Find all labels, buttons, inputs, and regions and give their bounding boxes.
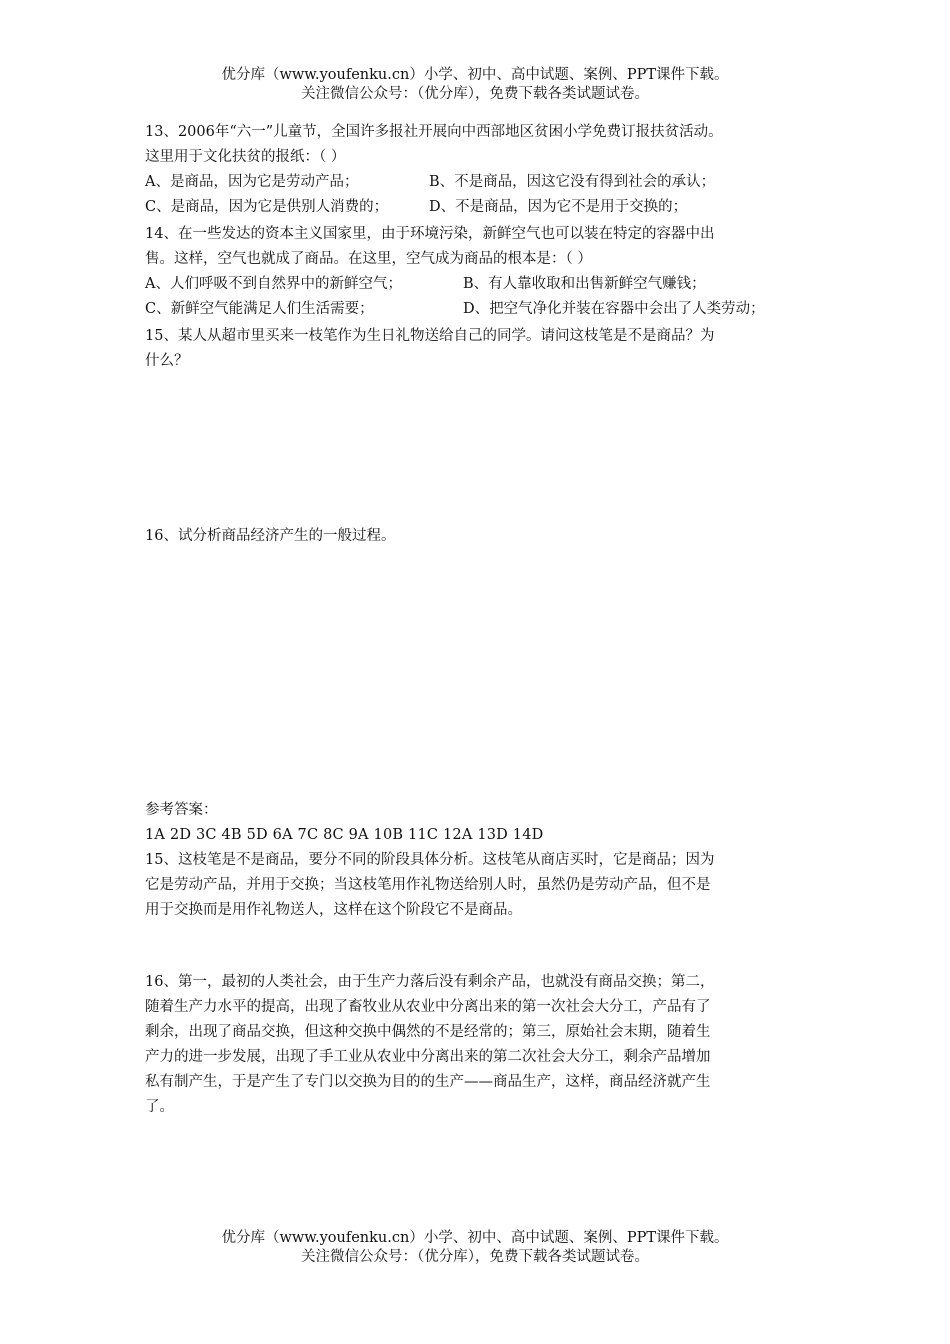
question-15: [145, 324, 815, 374]
question-13-text-2: 这里用于文化扶贫的报纸：（ ）: [145, 149, 346, 165]
question-16-text-1: 16、试分析商品经济产生的一般过程。: [145, 528, 396, 544]
question-13-option-a: A、是商品，因为它是劳动产品；: [145, 174, 359, 190]
answer-key-choices: 1A 2D 3C 4B 5D 6A 7C 8C 9A 10B 11C 12A 13D 14D: [145, 827, 544, 843]
answer-16-line-4: 产力的进一步发展，出现了手工业从农业中分离出来的第二次社会大分工，剩余产品增加: [145, 1049, 711, 1065]
header-line-1: 优分库（www.youfenku.cn）小学、初中、高中试题、案例、PPT课件下载。: [221, 67, 729, 83]
answer-key: [145, 798, 815, 923]
question-15-text-2: 什么？: [145, 353, 189, 369]
answer-16: [145, 970, 815, 1120]
question-14-option-d: D、把空气净化并装在容器中会出了人类劳动；: [463, 301, 765, 317]
header-line-2: 关注微信公众号：（优分库），免费下载各类试题试卷。: [301, 86, 649, 102]
question-13-option-d: D、不是商品，因为它不是用于交换的；: [429, 199, 688, 215]
question-13-text-1: 13、2006年“六一”儿童节，全国许多报社开展向中西部地区贫困小学免费订报扶贫活动。: [145, 124, 723, 140]
answer-16-line-2: 随着生产力水平的提高，出现了畜牧业从农业中分离出来的第一次社会大分工，产品有了: [145, 999, 711, 1015]
question-14-options-cd: [145, 297, 815, 322]
question-14-text-2: 售。这样，空气也就成了商品。在这里，空气成为商品的根本是：（ ）: [145, 251, 592, 267]
page-header: [0, 66, 950, 104]
footer-line-2: 关注微信公众号：（优分库），免费下载各类试题试卷。: [301, 1249, 649, 1265]
answer-16-line-5: 私有制产生，于是产生了专门以交换为目的的生产——商品生产，这样，商品经济就产生: [145, 1074, 711, 1090]
question-13-options-cd: [145, 195, 815, 220]
question-13: [145, 120, 815, 220]
question-13-option-c: C、是商品，因为它是供别人消费的；: [145, 199, 389, 215]
question-14-option-a: A、人们呼吸不到自然界中的新鲜空气；: [145, 276, 402, 292]
answer-16-line-1: 16、第一，最初的人类社会，由于生产力落后没有剩余产品，也就没有商品交换；第二，: [145, 974, 715, 990]
answer-16-line-3: 剩余，出现了商品交换，但这种交换中偶然的不是经常的；第三，原始社会末期，随着生: [145, 1024, 711, 1040]
question-14-text-1: 14、在一些发达的资本主义国家里，由于环境污染，新鲜空气也可以装在特定的容器中出: [145, 226, 715, 242]
answer-16-line-6: 了。: [145, 1099, 174, 1115]
answer-15-line-1: 15、这枝笔是不是商品，要分不同的阶段具体分析。这枝笔从商店买时，它是商品；因为: [145, 852, 715, 868]
question-14-option-c: C、新鲜空气能满足人们生活需要；: [145, 301, 374, 317]
answer-15-line-2: 它是劳动产品，并用于交换；当这枝笔用作礼物送给别人时，虽然仍是劳动产品，但不是: [145, 877, 711, 893]
footer-line-1: 优分库（www.youfenku.cn）小学、初中、高中试题、案例、PPT课件下载。: [221, 1230, 729, 1246]
question-14-option-b: B、有人靠收取和出售新鲜空气赚钱；: [463, 276, 706, 292]
page-footer: [0, 1229, 950, 1267]
question-15-text-1: 15、某人从超市里买来一枝笔作为生日礼物送给自己的同学。请问这枝笔是不是商品？为: [145, 328, 715, 344]
question-16: [145, 524, 815, 549]
question-13-options-ab: [145, 170, 815, 195]
question-14-options-ab: [145, 272, 815, 297]
answer-key-title: 参考答案：: [145, 802, 218, 818]
answer-15-line-3: 用于交换而是用作礼物送人，这样在这个阶段它不是商品。: [145, 902, 522, 918]
question-14: [145, 222, 815, 322]
question-13-option-b: B、不是商品，因这它没有得到社会的承认；: [429, 174, 716, 190]
